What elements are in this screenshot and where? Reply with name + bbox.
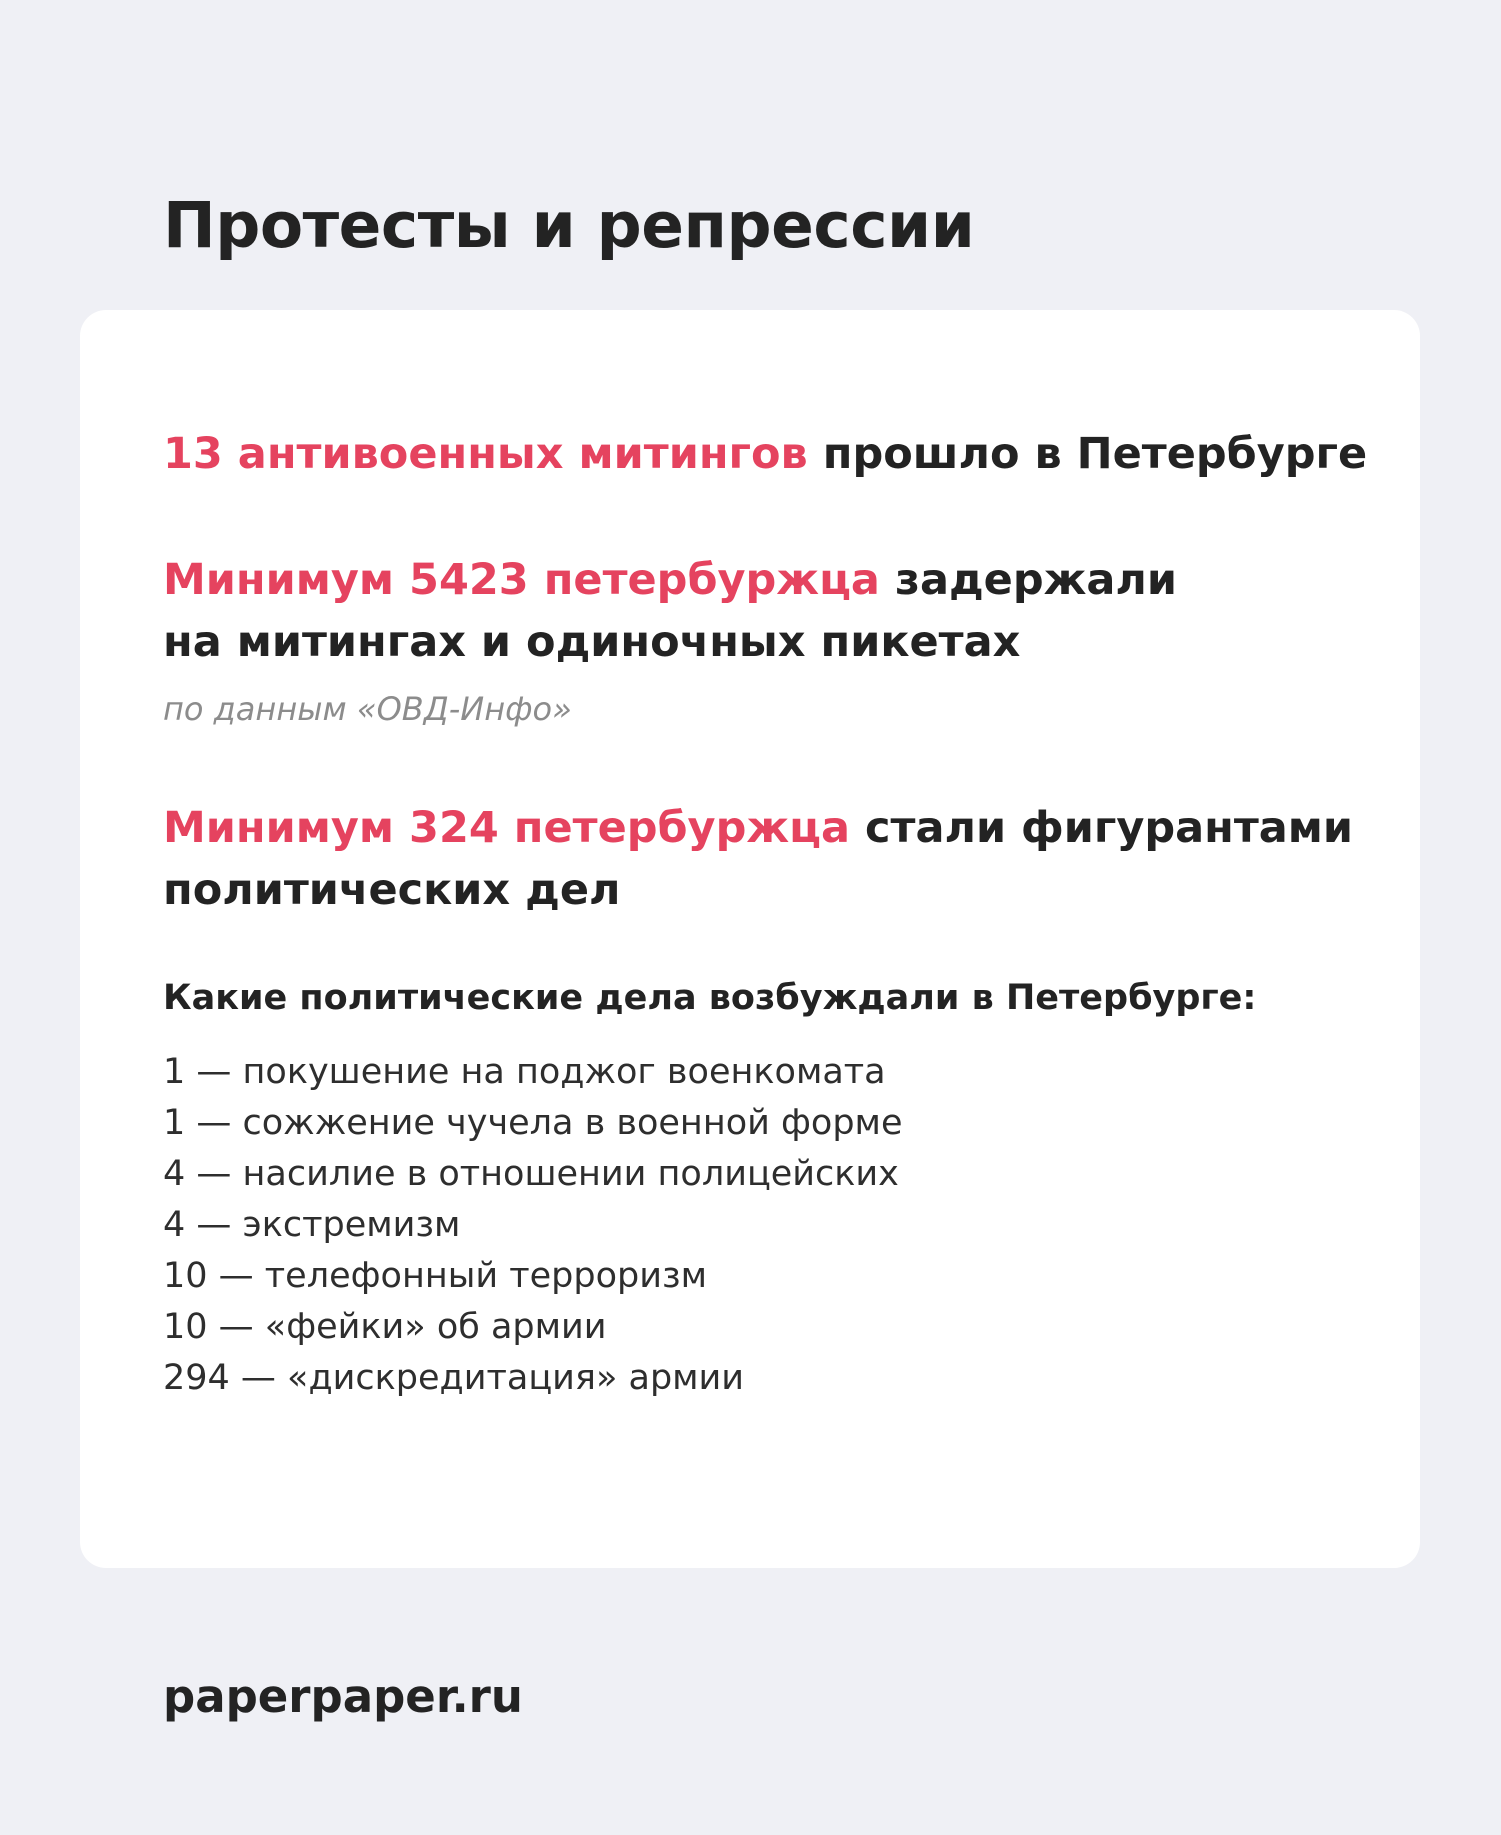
case-item: 10 — «фейки» об армии — [163, 1307, 607, 1347]
case-item: 1 — покушение на поджог военкомата — [163, 1052, 886, 1092]
stat-text: задержали — [894, 555, 1178, 605]
footer-site-link[interactable]: paperpaper.ru — [163, 1670, 523, 1723]
stat-highlight: 13 антивоенных митингов — [163, 429, 808, 479]
stat-highlight: Минимум 5423 петербуржца — [163, 555, 880, 605]
stat-text: прошло в Петербурге — [822, 429, 1368, 479]
stat-text-continued: на митингах и одиночных пикетах — [163, 617, 1021, 667]
stat-text-continued: политических дел — [163, 865, 621, 915]
cases-list — [163, 1047, 902, 1404]
stat-detained — [163, 549, 1177, 673]
cases-heading: Какие политические дела возбуждали в Петербурге: — [163, 978, 1257, 1018]
content-card — [80, 310, 1420, 1568]
stat-political-cases — [163, 797, 1353, 921]
page-title: Протесты и репрессии — [163, 189, 975, 262]
stat-text: стали фигурантами — [865, 803, 1354, 853]
case-item: 4 — насилие в отношении полицейских — [163, 1154, 899, 1194]
case-item: 10 — телефонный терроризм — [163, 1256, 707, 1296]
stat-highlight: Минимум 324 петербуржца — [163, 803, 851, 853]
case-item: 1 — сожжение чучела в военной форме — [163, 1103, 903, 1143]
source-note: по данным «ОВД-Инфо» — [163, 690, 572, 728]
stat-antiwar-rallies — [163, 423, 1367, 485]
case-item: 4 — экстремизм — [163, 1205, 461, 1245]
case-item: 294 — «дискредитация» армии — [163, 1358, 745, 1398]
